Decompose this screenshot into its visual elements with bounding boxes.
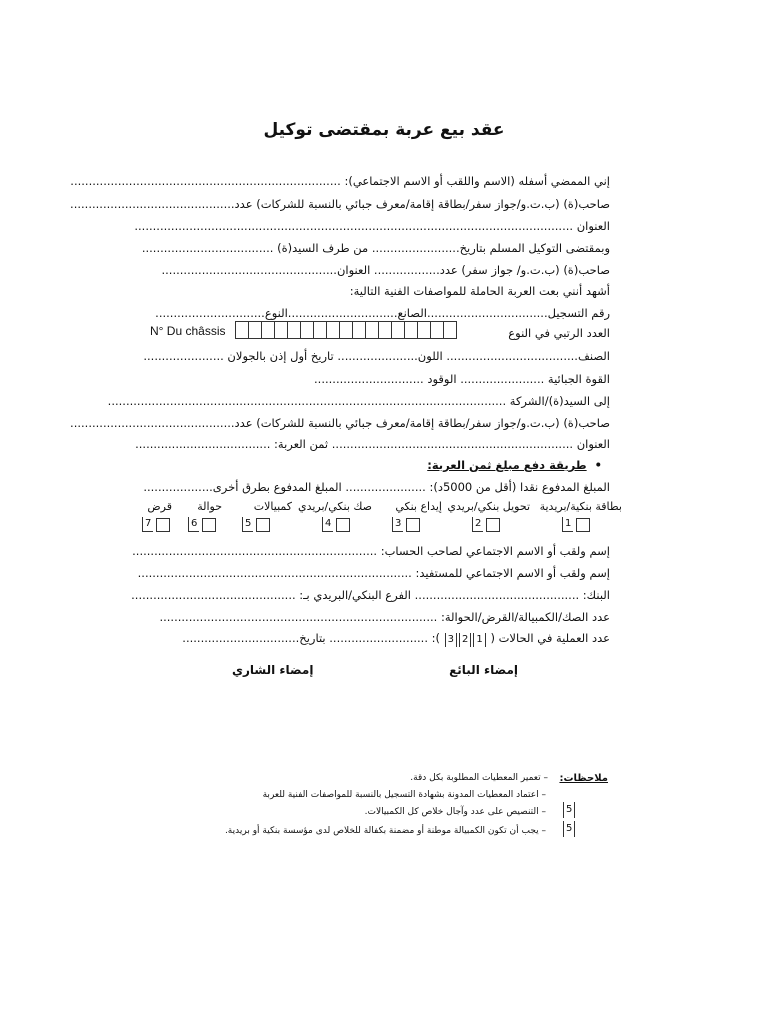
chassis-number-boxes bbox=[236, 321, 457, 339]
chassis-digit-box[interactable] bbox=[326, 321, 340, 339]
buyer-name-line: إلى السيد(ة)/الشركة ............................................................................................................. bbox=[107, 394, 610, 408]
case-number: 3 bbox=[445, 633, 457, 647]
case-numbers bbox=[444, 630, 487, 647]
checkbox[interactable] bbox=[406, 518, 420, 532]
checkbox[interactable] bbox=[202, 518, 216, 532]
option-number: 6 bbox=[188, 517, 199, 532]
chassis-digit-box[interactable] bbox=[443, 321, 457, 339]
payment-label-cheque: صك بنكي/بريدي bbox=[297, 500, 372, 513]
note-box-number: 5 bbox=[563, 802, 575, 818]
note-item: – تعمير المعطيات المطلوبة بكل دقة. bbox=[410, 773, 548, 783]
fiscal-power-line: القوة الجبائية ....................... الوقود .............................. bbox=[314, 372, 610, 386]
payment-option-money-order[interactable] bbox=[188, 517, 216, 532]
principal-id-line: صاحب(ة) (ب.ت.و/ جواز سفر) عدد.................. العنوان................................................ bbox=[161, 263, 610, 277]
option-number: 3 bbox=[392, 517, 403, 532]
serial-number-label: العدد الرتبي في النوع bbox=[508, 326, 610, 340]
note-item: – يجب أن تكون الكمبيالة موطنة أو مضمنة بكفالة للخلاص لدى مؤسسة بنكية أو بريدية. bbox=[224, 826, 546, 836]
seller-name-line: إني الممضي أسفله (الاسم واللقب أو الاسم الاجتماعي): .......................................................................... bbox=[70, 174, 610, 188]
buyer-address-price-line: العنوان .................................................................. ثمن العربة: ..................................... bbox=[135, 437, 610, 451]
seller-id-line: صاحب(ة) (ب.ت.و/جواز سفر/بطاقة إقامة/معرف جبائي بالنسبة للشركات) عدد............................................. bbox=[70, 197, 610, 211]
power-of-attorney-line: وبمقتضى التوكيل المسلم بتاريخ........................ من طرف السيد(ة) .................................... bbox=[141, 241, 610, 255]
checkbox[interactable] bbox=[256, 518, 270, 532]
payment-option-card[interactable] bbox=[562, 517, 590, 532]
payment-method-heading bbox=[427, 458, 602, 472]
payment-heading-text: طريقة دفع مبلغ ثمن العربة: bbox=[427, 458, 587, 472]
option-number: 7 bbox=[142, 517, 153, 532]
payment-option-loan[interactable] bbox=[142, 517, 170, 532]
chassis-digit-box[interactable] bbox=[391, 321, 405, 339]
instrument-number-line: عدد الصك/الكمبيالة/القرض/الحوالة: ............................................................................ bbox=[159, 610, 610, 624]
checkbox[interactable] bbox=[336, 518, 350, 532]
case-number: 2 bbox=[459, 633, 471, 647]
chassis-label: N° Du châssis bbox=[150, 324, 226, 338]
note-item: – اعتماد المعطيات المدونة بشهادة التسجيل بالنسبة للمواصفات الفنية للعربة bbox=[262, 790, 546, 800]
payment-label-card: بطاقة بنكية/بريدية bbox=[539, 500, 622, 513]
payment-option-transfer[interactable] bbox=[472, 517, 500, 532]
payment-label-bills: كمبيالات bbox=[253, 500, 292, 513]
payment-option-bills[interactable] bbox=[242, 517, 270, 532]
payment-label-transfer: تحويل بنكي/بريدي bbox=[447, 500, 530, 513]
note-item: – التنصيص على عدد وآجال خلاص كل الكمبيالات. bbox=[364, 807, 546, 817]
chassis-digit-box[interactable] bbox=[287, 321, 301, 339]
chassis-digit-box[interactable] bbox=[404, 321, 418, 339]
chassis-digit-box[interactable] bbox=[235, 321, 249, 339]
checkbox[interactable] bbox=[576, 518, 590, 532]
case-number: 1 bbox=[473, 633, 485, 647]
chassis-digit-box[interactable] bbox=[300, 321, 314, 339]
chassis-digit-box[interactable] bbox=[274, 321, 288, 339]
option-number: 5 bbox=[242, 517, 253, 532]
category-color-line: الصنف.................................... اللون...................... تاريخ أول إذن بالجولان ...................... bbox=[143, 349, 610, 363]
chassis-digit-box[interactable] bbox=[430, 321, 444, 339]
seller-address-line: العنوان ........................................................................................................................ bbox=[134, 219, 610, 233]
bank-branch-line: البنك: ............................................. الفرع البنكي/البريدي بـ: ............................................. bbox=[131, 588, 610, 602]
payment-label-loan: قرض bbox=[147, 500, 172, 513]
operation-number-line bbox=[145, 630, 610, 647]
checkbox[interactable] bbox=[486, 518, 500, 532]
chassis-digit-box[interactable] bbox=[365, 321, 379, 339]
notes-heading: ملاحظات: bbox=[559, 773, 608, 784]
option-number: 4 bbox=[322, 517, 333, 532]
chassis-digit-box[interactable] bbox=[261, 321, 275, 339]
beneficiary-line: إسم ولقب أو الاسم الاجتماعي للمستفيد: ........................................................................... bbox=[137, 566, 610, 580]
chassis-digit-box[interactable] bbox=[417, 321, 431, 339]
registration-line: رقم التسجيل.................................الصانع..............................النوع.............................. bbox=[155, 306, 610, 320]
chassis-digit-box[interactable] bbox=[339, 321, 353, 339]
amount-paid-line: المبلغ المدفوع نقدا (أقل من 5000د): ...................... المبلغ المدفوع بطرق أخرى................... bbox=[143, 480, 610, 494]
option-number: 2 bbox=[472, 517, 483, 532]
account-holder-line: إسم ولقب أو الاسم الاجتماعي لصاحب الحساب: ................................................................... bbox=[132, 544, 610, 558]
seller-signature-label: إمضاء البائع bbox=[449, 663, 518, 677]
bullet-icon: • bbox=[594, 458, 602, 472]
declaration-line: أشهد أنني بعت العربة الحاملة للمواصفات الفنية التالية: bbox=[349, 284, 610, 298]
operation-label-start: عدد العملية في الحالات ( bbox=[490, 631, 610, 645]
chassis-digit-box[interactable] bbox=[352, 321, 366, 339]
payment-label-deposit: إيداع بنكي bbox=[395, 500, 442, 513]
buyer-id-line: صاحب(ة) (ب.ت.و/جواز سفر/بطاقة إقامة/معرف جبائي بالنسبة للشركات) عدد............................................. bbox=[70, 416, 610, 430]
payment-label-money-order: حوالة bbox=[197, 500, 222, 513]
payment-method-labels bbox=[142, 500, 622, 514]
option-number: 1 bbox=[562, 517, 573, 532]
payment-option-cheque[interactable] bbox=[322, 517, 350, 532]
payment-option-deposit[interactable] bbox=[392, 517, 420, 532]
payment-method-checkboxes bbox=[142, 517, 622, 537]
operation-label-end: ): ........................... بتاريخ................................ bbox=[182, 631, 440, 645]
buyer-signature-label: إمضاء الشاري bbox=[232, 663, 314, 677]
chassis-digit-box[interactable] bbox=[378, 321, 392, 339]
chassis-digit-box[interactable] bbox=[248, 321, 262, 339]
chassis-digit-box[interactable] bbox=[313, 321, 327, 339]
document-title: عقد بيع عربة بمقتضى توكيل bbox=[263, 120, 505, 140]
note-box-number: 5 bbox=[563, 821, 575, 837]
checkbox[interactable] bbox=[156, 518, 170, 532]
